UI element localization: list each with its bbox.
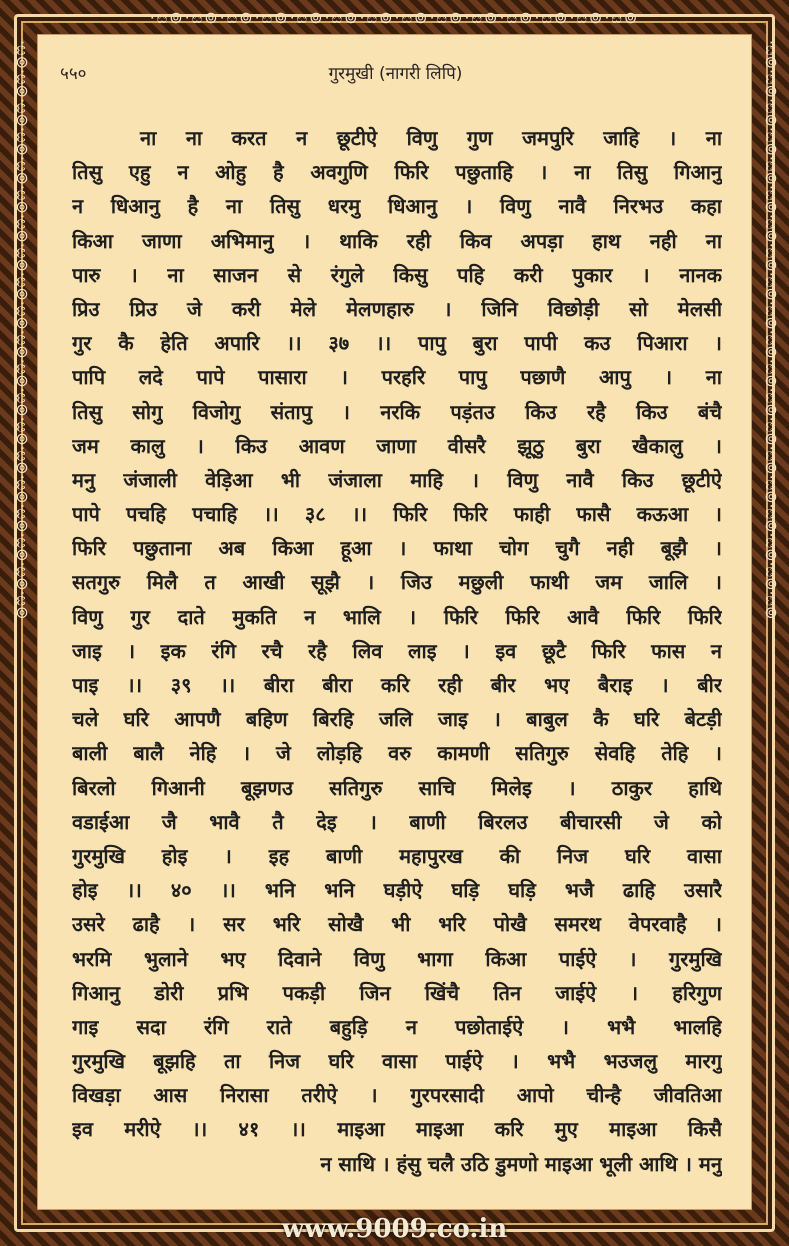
text-line: पारु । ना साजन से रंगुले किसु पहि करी पुकार । नानक: [72, 262, 722, 287]
text-line: ना ना करत न छूटीऐ विणु गुण जमपुरि जाहि । ना: [140, 126, 722, 150]
text-line: भरमि भुलाने भए दिवाने विणु भागा किआ पाईऐ । गुरमुखि: [72, 946, 722, 971]
text-line: फिरि पछुताना अब किआ हूआ । फाथा चोग चुगै नही बूझै ।: [72, 536, 722, 561]
text-line: पापे पचहि पचाहि ।। ३८ ।। फिरि फिरि फाही फासै कऊआ ।: [72, 502, 722, 527]
text-line: गुरमुखि होइ । इह बाणी महापुरख की निज घरि वासा: [72, 843, 722, 868]
text-line: तिसु सोगु विजोगु संतापु । नरकि पड़ंतउ किउ रहै किउ बंचै: [72, 399, 722, 424]
border-scroll-left: ·ೞ⊚·ೞ⊚·ೞ⊚·ೞ⊚·ೞ⊚·ೞ⊚·ೞ⊚·ೞ⊚·ೞ⊚·ೞ⊚·ೞ⊚·ೞ⊚·ೞ⊚·ೞ⊚·ೞ⊚·ೞ⊚·ೞ⊚·ೞ⊚·ೞ⊚·ೞ⊚: [13, 40, 32, 620]
text-line: पापि लदे पापे पासारा । परहरि पापु पछाणै आपु । ना: [72, 365, 722, 390]
page-header: [38, 61, 753, 89]
page-number: ५५०: [60, 64, 87, 84]
text-line: वडाईआ जै भावै तै देइ । बाणी बिरलउ बीचारसी जे को: [72, 809, 722, 834]
website-url[interactable]: www.9009.co.in: [281, 1214, 508, 1244]
text-line: तिसु एहु न ओहु है अवगुणि फिरि पछुताहि । ना तिसु गिआनु: [72, 160, 722, 185]
scripture-page: [37, 34, 752, 1210]
text-line: उसरे ढाहै । सर भरि सोखै भी भरि पोखै समरथ वेपरवाहै ।: [72, 912, 722, 937]
border-scroll-right: ·ೞ⊚·ೞ⊚·ೞ⊚·ೞ⊚·ೞ⊚·ೞ⊚·ೞ⊚·ೞ⊚·ೞ⊚·ೞ⊚·ೞ⊚·ೞ⊚·ೞ⊚·ೞ⊚·ೞ⊚·ೞ⊚·ೞ⊚·ೞ⊚·ೞ⊚·ೞ⊚: [762, 40, 781, 620]
text-line: गाइ सदा रंगि राते बहुड़ि न पछोताईऐ । भभै भालहि: [72, 1014, 722, 1039]
text-line: न साथि । हंसु चलै उठि डुमणो माइआ भूली आथि । मनु: [320, 1151, 722, 1176]
text-line: जम कालु । किउ आवण जाणा वीसरै झूठु बुरा खैकालु ।: [72, 433, 722, 458]
text-line: सतगुरु मिलै त आखी सूझै । जिउ मछुली फाथी जम जालि ।: [72, 570, 722, 595]
text-line: न धिआनु है ना तिसु धरमु धिआनु । विणु नावै निरभउ कहा: [72, 194, 722, 219]
text-line: होइ ।। ४० ।। भनि भनि घड़ीऐ घड़ि घड़ि भजै ढाहि उसारै: [72, 878, 722, 903]
text-line: प्रिउ प्रिउ जे करी मेले मेलणहारु । जिनि विछोड़ी सो मेलसी: [72, 296, 722, 321]
text-line: गिआनु डोरी प्रभि पकड़ी जिन खिंचै तिन जाईऐ । हरिगुण: [72, 980, 722, 1005]
text-line: पाइ ।। ३९ ।। बीरा बीरा करि रही बीर भए बैराइ । बीर: [72, 673, 722, 697]
text-line: चले घरि आपणै बहिण बिरहि जलि जाइ । बाबुल कै घरि बेटड़ी: [72, 707, 722, 732]
border-scroll-top: ·ೞ⊚·ೞ⊚·ೞ⊚·ೞ⊚·ೞ⊚·ೞ⊚·ೞ⊚·ೞ⊚·ೞ⊚·ೞ⊚·ೞ⊚·ೞ⊚·ೞ⊚·ೞ⊚: [149, 8, 640, 27]
text-line: बाली बालै नेहि । जे लोड़हि वरु कामणी सतिगुरु सेवहि तेहि ।: [72, 741, 722, 766]
text-line: जाइ । इक रंगि रचै रहै लिव लाइ । इव छूटै फिरि फास न: [72, 638, 722, 663]
text-line: विणु गुर दाते मुकति न भालि । फिरि फिरि आवै फिरि फिरि: [72, 604, 722, 629]
text-line: मनु जंजाली वेड़िआ भी जंजाला माहि । विणु नावै किउ छूटीऐ: [72, 467, 722, 492]
text-line: विखड़ा आस निरासा तरीऐ । गुरपरसादी आपो चीन्है जीवतिआ: [72, 1083, 722, 1108]
text-line: गुरमुखि बूझहि ता निज घरि वासा पाईऐ । भभै भउजलु मारगु: [72, 1049, 722, 1074]
verse-text-block: [72, 121, 722, 1181]
text-line: किआ जाणा अभिमानु । थाकि रही किव अपड़ा हाथ नही ना: [72, 228, 722, 253]
page-title: गुरमुखी (नागरी लिपि): [328, 64, 463, 84]
text-line: इव मरीऐ ।। ४१ ।। माइआ माइआ करि मुए माइआ किसै: [72, 1117, 722, 1142]
text-line: गुर कै हेति अपारि ।। ३७ ।। पापु बुरा पापी कउ पिआरा ।: [72, 331, 722, 356]
text-line: बिरलो गिआनी बूझणउ सतिगुरु साचि मिलेइ । ठाकुर हाथि: [72, 775, 722, 800]
